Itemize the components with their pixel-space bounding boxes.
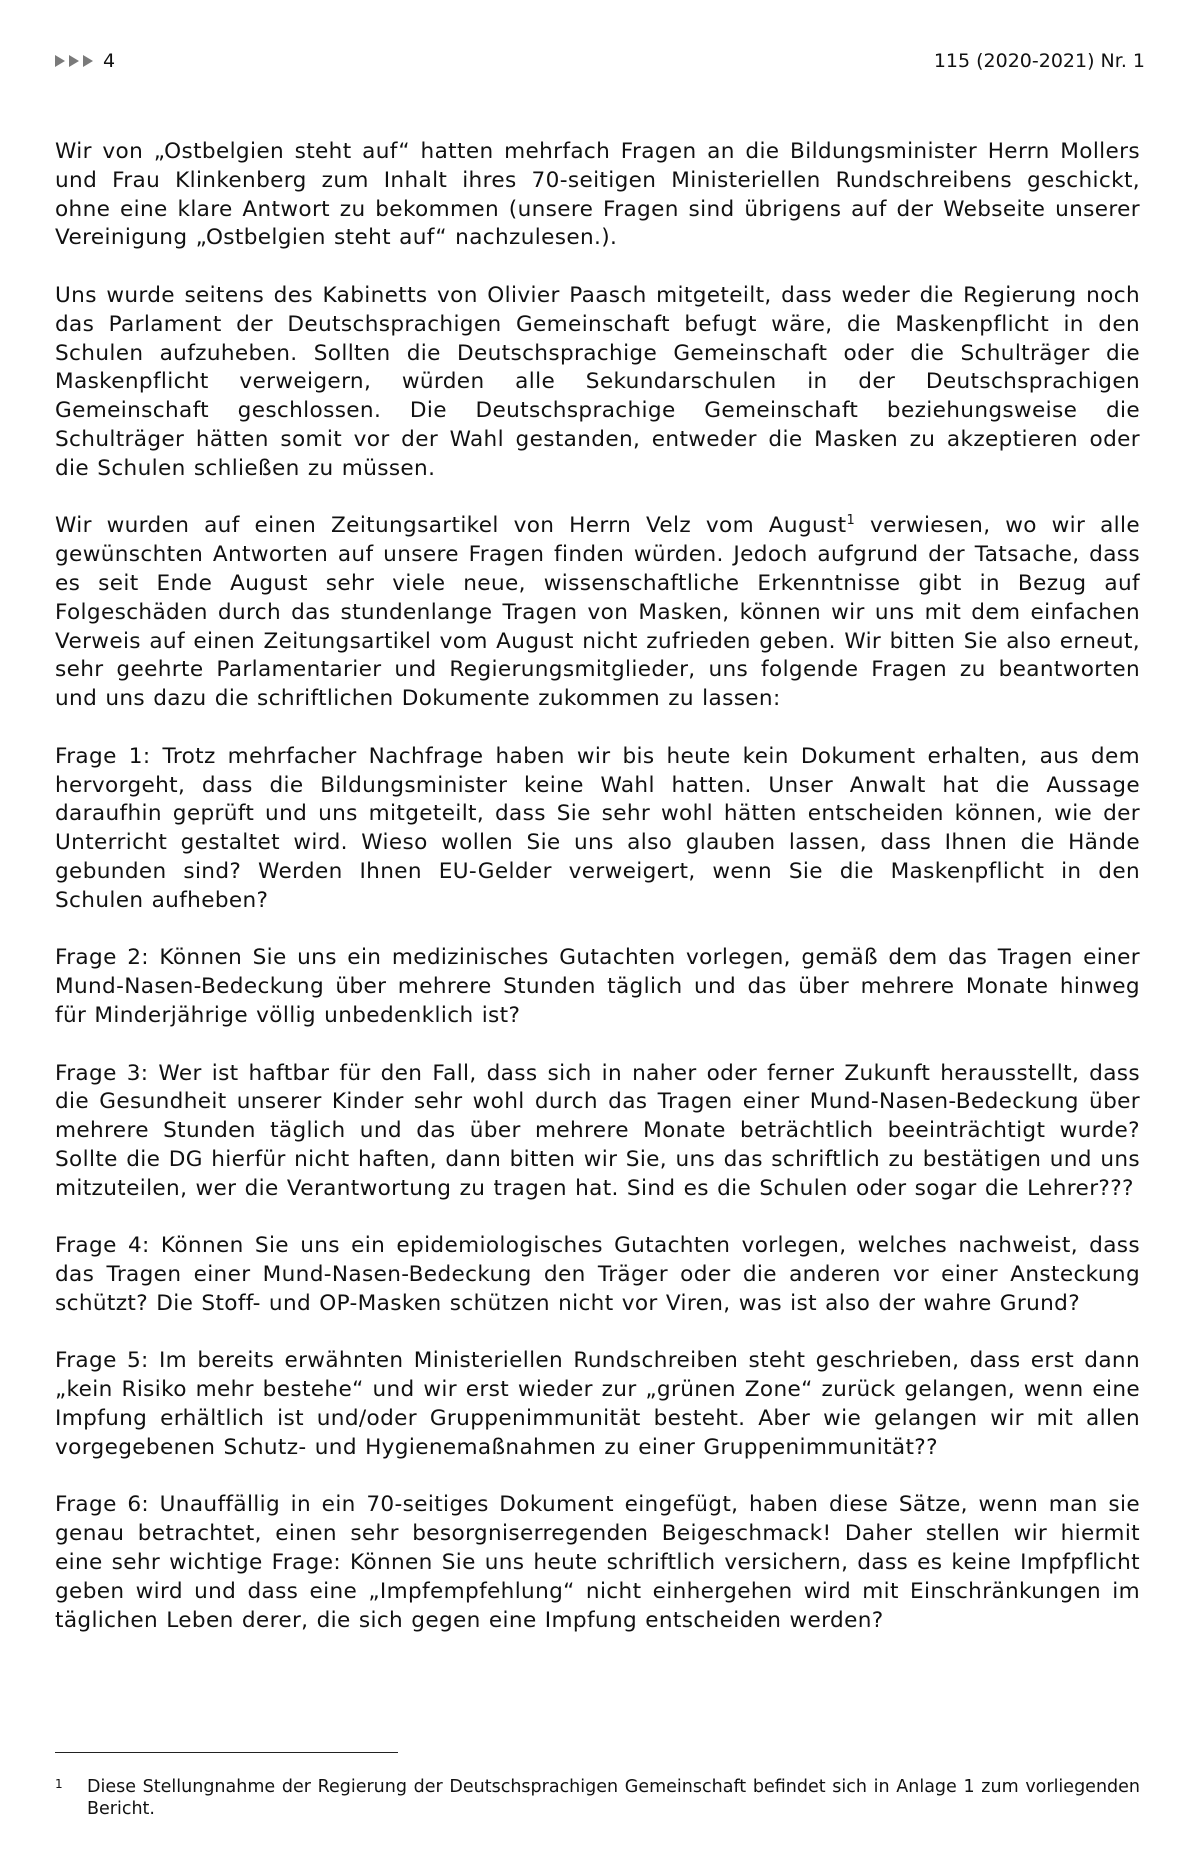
triangle-arrow-icon [83,55,93,67]
page-number: 4 [103,50,116,72]
question-paragraph: Frage 4: Können Sie uns ein epidemiologisches Gutachten vorlegen, welches nachweist, dass das Tragen einer Mund-Nasen-Bedeckung den Träger oder die anderen vor einer Ansteckung schützt? Die Stoff- und OP-Masken schützen nicht vor Viren, was ist also der wahre Grund? [55,1233,1140,1316]
paragraph: Uns wurde seitens des Kabinetts von Olivier Paasch mitgeteilt, dass weder die Regierung noch das Parlament der Deutschsprachigen Gemeinschaft befugt wäre, die Maskenpflicht in den Schulen aufzuheben. Sollten die Deutschsprachige Gemeinschaft oder die Schulträger die Maskenpflicht verweigern, würden alle Sekundarschulen in der Deutschsprachigen Gemeinschaft geschlossen. Die Deutschsprachige Gemeinschaft beziehungsweise die Schulträger hätten somit vor der Wahl gestanden, entweder die Masken zu akzeptieren oder die Schulen schließen zu müssen. [55,282,1140,481]
question-paragraph: Frage 2: Können Sie uns ein medizinisches Gutachten vorlegen, gemäß dem das Tragen einer Mund-Nasen-Bedeckung über mehrere Stunden täglich und das über mehrere Monate hinweg für Minderjährige völlig unbedenklich ist? [55,945,1140,1028]
header-left [55,50,115,72]
footnote-mark: 1 [55,1777,63,1791]
footnote-separator [55,1752,398,1753]
page-header [55,50,1145,80]
question-paragraph: Frage 5: Im bereits erwähnten Ministeriellen Rundschreiben steht geschrieben, dass erst dann „kein Risiko mehr bestehe“ und wir erst wieder zur „grünen Zone“ zurück gelangen, wenn eine Impfung erhältlich ist und/oder Gruppenimmunität besteht. Aber wie gelangen wir mit allen vorgegebenen Schutz- und Hygienemaßnahmen zu einer Gruppenimmunität?? [55,1348,1140,1460]
question-paragraph: Frage 6: Unauffällig in ein 70-seitiges Dokument eingefügt, haben diese Sätze, wenn man sie genau betrachtet, einen sehr besorgniserregenden Beigeschmack! Daher stellen wir hiermit eine sehr wichtige Frage: Können Sie uns heute schriftlich versichern, dass es keine Impfpflicht geben wird und dass eine „Impfempfehlung“ nicht einhergehen wird mit Einschränkungen im täglichen Leben derer, die sich gegen eine Impfung entscheiden werden? [55,1492,1140,1633]
question-paragraph: Frage 3: Wer ist haftbar für den Fall, dass sich in naher oder ferner Zukunft herausstellt, dass die Gesundheit unserer Kinder sehr wohl durch das Tragen einer Mund-Nasen-Bedeckung über mehrere Stunden täglich und das über mehrere Monate beträchtlich beeinträchtigt wurde? Sollte die DG hierfür nicht haften, dann bitten wir Sie, uns das schriftlich zu bestätigen und uns mitzuteilen, wer die Verantwortung zu tragen hat. Sind es die Schulen oder sogar die Lehrer??? [55,1060,1140,1201]
paragraph-text: verwiesen, wo wir alle gewünschten Antworten auf unsere Fragen finden würden. Jedoch aufgrund der Tatsache, dass es seit Ende August sehr viele neue, wissenschaftliche Erkenntnisse gibt in Bezug auf Folgeschäden durch das stundenlange Tragen von Masken, können wir uns mit dem einfachen Verweis auf einen Zeitungsartikel vom August nicht zufrieden geben. Wir bitten Sie also erneut, sehr geehrte Parlamentarier und Regierungsmitglieder, uns folgende Fragen zu beantworten und uns dazu die schriftlichen Dokumente zukommen zu lassen: [55,513,1141,712]
document-body [55,138,1140,1664]
paragraph [55,512,1140,714]
triangle-arrow-icon [55,55,65,67]
footnote-text: Diese Stellungnahme der Regierung der Deutschsprachigen Gemeinschaft befindet sich in Anlage 1 zum vorliegenden Bericht. [87,1777,1140,1819]
question-paragraph: Frage 1: Trotz mehrfacher Nachfrage haben wir bis heute kein Dokument erhalten, aus dem hervorgeht, dass die Bildungsminister keine Wahl hatten. Unser Anwalt hat die Aussage daraufhin geprüft und uns mitgeteilt, dass Sie sehr wohl hätten entscheiden können, wie der Unterricht gestaltet wird. Wieso wollen Sie uns also glauben lassen, dass Ihnen die Hände gebunden sind? Werden Ihnen EU-Gelder verweigert, wenn Sie die Maskenpflicht in den Schulen aufheben? [55,743,1140,913]
paragraph: Wir von „Ostbelgien steht auf“ hatten mehrfach Fragen an die Bildungsminister Herrn Mollers und Frau Klinkenberg zum Inhalt ihres 70-seitigen Ministeriellen Rundschreibens geschickt, ohne eine klare Antwort zu bekommen (unsere Fragen sind übrigens auf der Webseite unserer Vereinigung „Ostbelgien steht auf“ nachzulesen.). [55,139,1140,251]
triangle-arrow-icon [69,55,79,67]
paragraph-text: Wir wurden auf einen Zeitungsartikel von Herrn Velz vom August [55,513,847,539]
document-reference: 115 (2020-2021) Nr. 1 [933,50,1145,72]
footnote-reference[interactable]: 1 [846,513,856,529]
footnote [55,1776,1140,1820]
